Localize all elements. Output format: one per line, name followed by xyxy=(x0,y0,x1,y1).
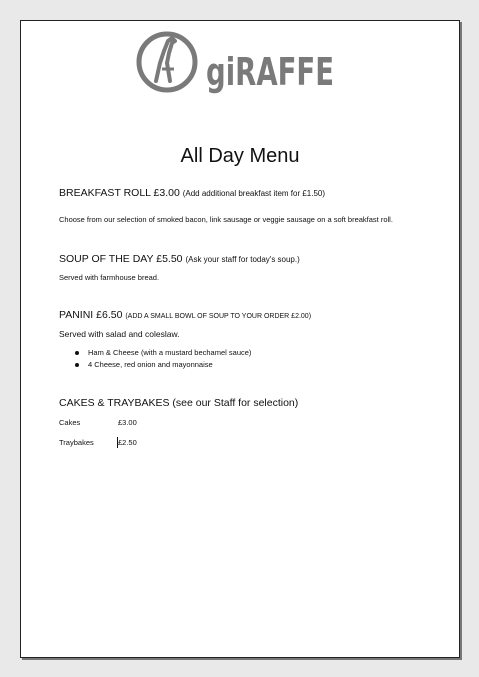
page-title: All Day Menu xyxy=(180,145,300,167)
bullet-icon xyxy=(75,363,79,367)
panini-options xyxy=(59,347,409,371)
panini-option-label: 4 Cheese, red onion and mayonnaise xyxy=(88,360,213,369)
price-row-name: Cakes xyxy=(59,418,81,427)
panini-option-label: Ham & Cheese (with a mustard bechamel sauce) xyxy=(88,348,252,357)
soup-note: (Ask your staff for today's soup.) xyxy=(185,255,300,264)
breakfast-section xyxy=(59,187,409,200)
panini-title: PANINI £6.50 xyxy=(59,309,123,321)
panini-subheading: Served with salad and coleslaw. xyxy=(59,329,180,339)
price-row-price: £2.50 xyxy=(118,438,137,447)
logo-wordmark: giRAFFE xyxy=(206,50,334,94)
panini-heading xyxy=(59,309,439,323)
panini-section xyxy=(59,309,439,323)
soup-description: Served with farmhouse bread. xyxy=(59,273,160,282)
panini-note: (ADD A SMALL BOWL OF SOUP TO YOUR ORDER £2.00) xyxy=(125,313,312,320)
giraffe-logo xyxy=(134,29,340,95)
breakfast-heading xyxy=(59,187,409,200)
breakfast-title: BREAKFAST ROLL £3.00 xyxy=(59,187,180,199)
cakes-heading: CAKES & TRAYBAKES (see our Staff for selection) xyxy=(59,397,299,409)
soup-title: SOUP OF THE DAY £5.50 xyxy=(59,253,183,265)
breakfast-description: Choose from our selection of smoked bacon, link sausage or veggie sausage on a soft breakfast roll. xyxy=(59,215,393,224)
price-row-price: £3.00 xyxy=(118,418,137,427)
price-row-name: Traybakes xyxy=(59,438,94,447)
cakes-section xyxy=(59,397,409,410)
list-item xyxy=(59,347,409,359)
soup-heading xyxy=(59,253,409,266)
panini-options-list xyxy=(59,347,409,371)
bullet-icon xyxy=(75,351,79,355)
list-item xyxy=(59,359,409,371)
giraffe-icon xyxy=(139,34,195,90)
document-page xyxy=(20,20,460,658)
soup-section xyxy=(59,253,409,266)
breakfast-note: (Add additional breakfast item for £1.50) xyxy=(182,189,326,198)
